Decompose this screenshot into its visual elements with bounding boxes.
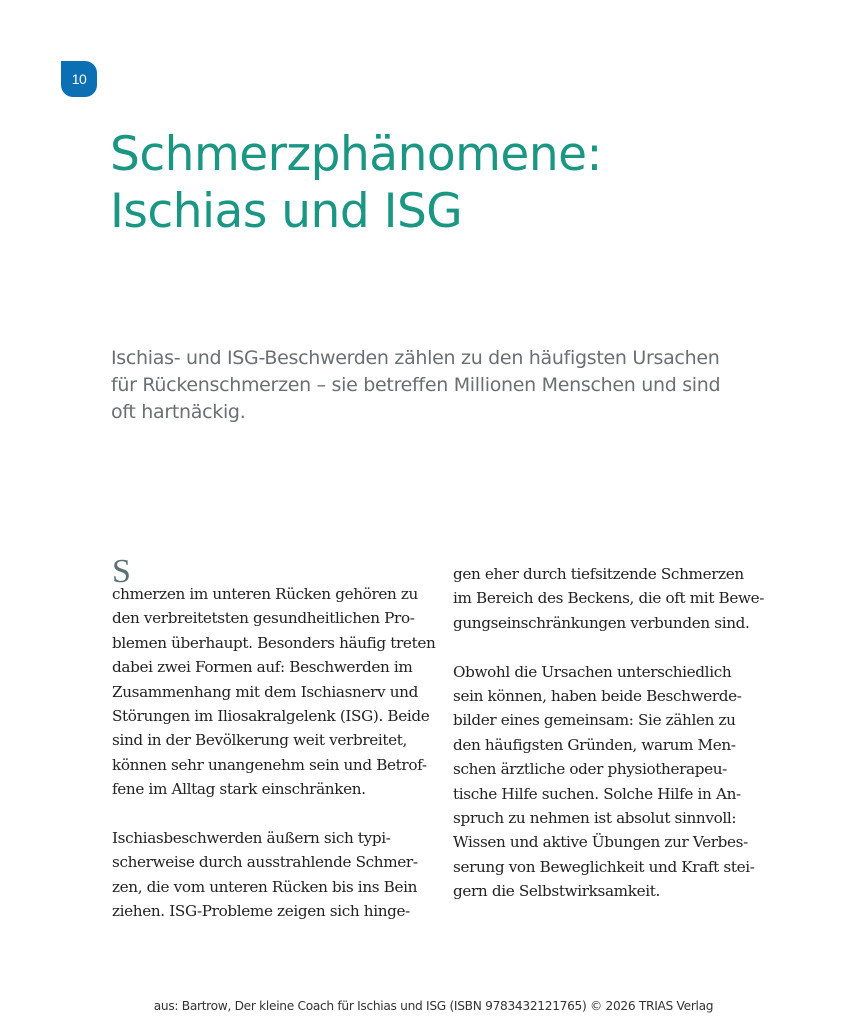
chapter-title bbox=[110, 126, 602, 240]
body-line: spruch zu nehmen ist absolut sinnvoll: bbox=[453, 809, 737, 828]
body-line: Wissen und aktive Übungen zur Verbes- bbox=[453, 833, 748, 852]
source-footer: aus: Bartrow, Der kleine Coach für Ischias und ISG (ISBN 9783432121765) © 2026 TRIAS Verlag bbox=[153, 999, 714, 1013]
lead-paragraph bbox=[111, 345, 761, 426]
body-paragraph bbox=[112, 553, 436, 802]
lead-line: oft hartnäckig. bbox=[111, 401, 246, 423]
body-line: blemen überhaupt. Besonders häufig treten bbox=[112, 633, 436, 652]
lead-line: Ischias- und ISG-Beschwerden zählen zu den häufigsten Ursachen bbox=[111, 347, 720, 369]
body-line: Störungen im Iliosakralgelenk (ISG). Beide bbox=[112, 707, 430, 726]
body-line: im Bereich des Beckens, die oft mit Bewe- bbox=[453, 589, 765, 608]
chapter-title-line: Ischias und ISG bbox=[110, 184, 463, 239]
body-line-text: chmerzen im unteren Rücken gehören zu bbox=[112, 585, 418, 603]
body-line: fene im Alltag stark einschränken. bbox=[112, 780, 366, 799]
body-column-left bbox=[112, 553, 436, 948]
body-column-right bbox=[453, 562, 773, 928]
body-line: gern die Selbstwirksamkeit. bbox=[453, 882, 660, 901]
body-line: gen eher durch tiefsitzende Schmerzen bbox=[453, 565, 744, 583]
body-paragraph bbox=[453, 562, 773, 635]
body-line: tische Hilfe suchen. Solche Hilfe in An- bbox=[453, 784, 741, 803]
body-line: Ischiasbeschwerden äußern sich typi- bbox=[112, 829, 391, 848]
lead-line: für Rückenschmerzen – sie betreffen Millionen Menschen und sind bbox=[111, 374, 721, 396]
body-line: scherweise durch ausstrahlende Schmer- bbox=[112, 853, 418, 872]
body-line bbox=[112, 553, 432, 606]
body-paragraph bbox=[453, 660, 773, 904]
body-line: Zusammenhang mit dem Ischiasnerv und bbox=[112, 682, 418, 701]
body-line: zen, die vom unteren Rücken bis ins Bein bbox=[112, 877, 418, 896]
body-line: können sehr unangenehm sein und Betrof- bbox=[112, 755, 427, 774]
body-line: Obwohl die Ursachen unterschiedlich bbox=[453, 662, 732, 681]
body-line: gungseinschränkungen verbunden sind. bbox=[453, 613, 750, 632]
chapter-title-line: Schmerzphänomene: bbox=[110, 127, 602, 182]
body-line: bilder eines gemeinsam: Sie zählen zu bbox=[453, 711, 736, 730]
body-line: sind in der Bevölkerung weit verbreitet, bbox=[112, 731, 407, 750]
body-line: dabei zwei Formen auf: Beschwerden im bbox=[112, 658, 413, 677]
body-paragraph bbox=[112, 826, 432, 924]
body-line: den häufigsten Gründen, warum Men- bbox=[453, 735, 736, 754]
body-line: serung von Beweglichkeit und Kraft stei- bbox=[453, 857, 755, 876]
body-line: sein können, haben beide Beschwerde- bbox=[453, 687, 742, 706]
drop-cap: S bbox=[112, 553, 130, 590]
page-number: 10 bbox=[71, 71, 87, 87]
page-number-badge bbox=[61, 61, 97, 97]
body-line: ziehen. ISG-Probleme zeigen sich hinge- bbox=[112, 902, 410, 921]
body-line: schen ärztliche oder physiotherapeu- bbox=[453, 760, 727, 779]
body-line: den verbreitetsten gesundheitlichen Pro- bbox=[112, 609, 415, 628]
